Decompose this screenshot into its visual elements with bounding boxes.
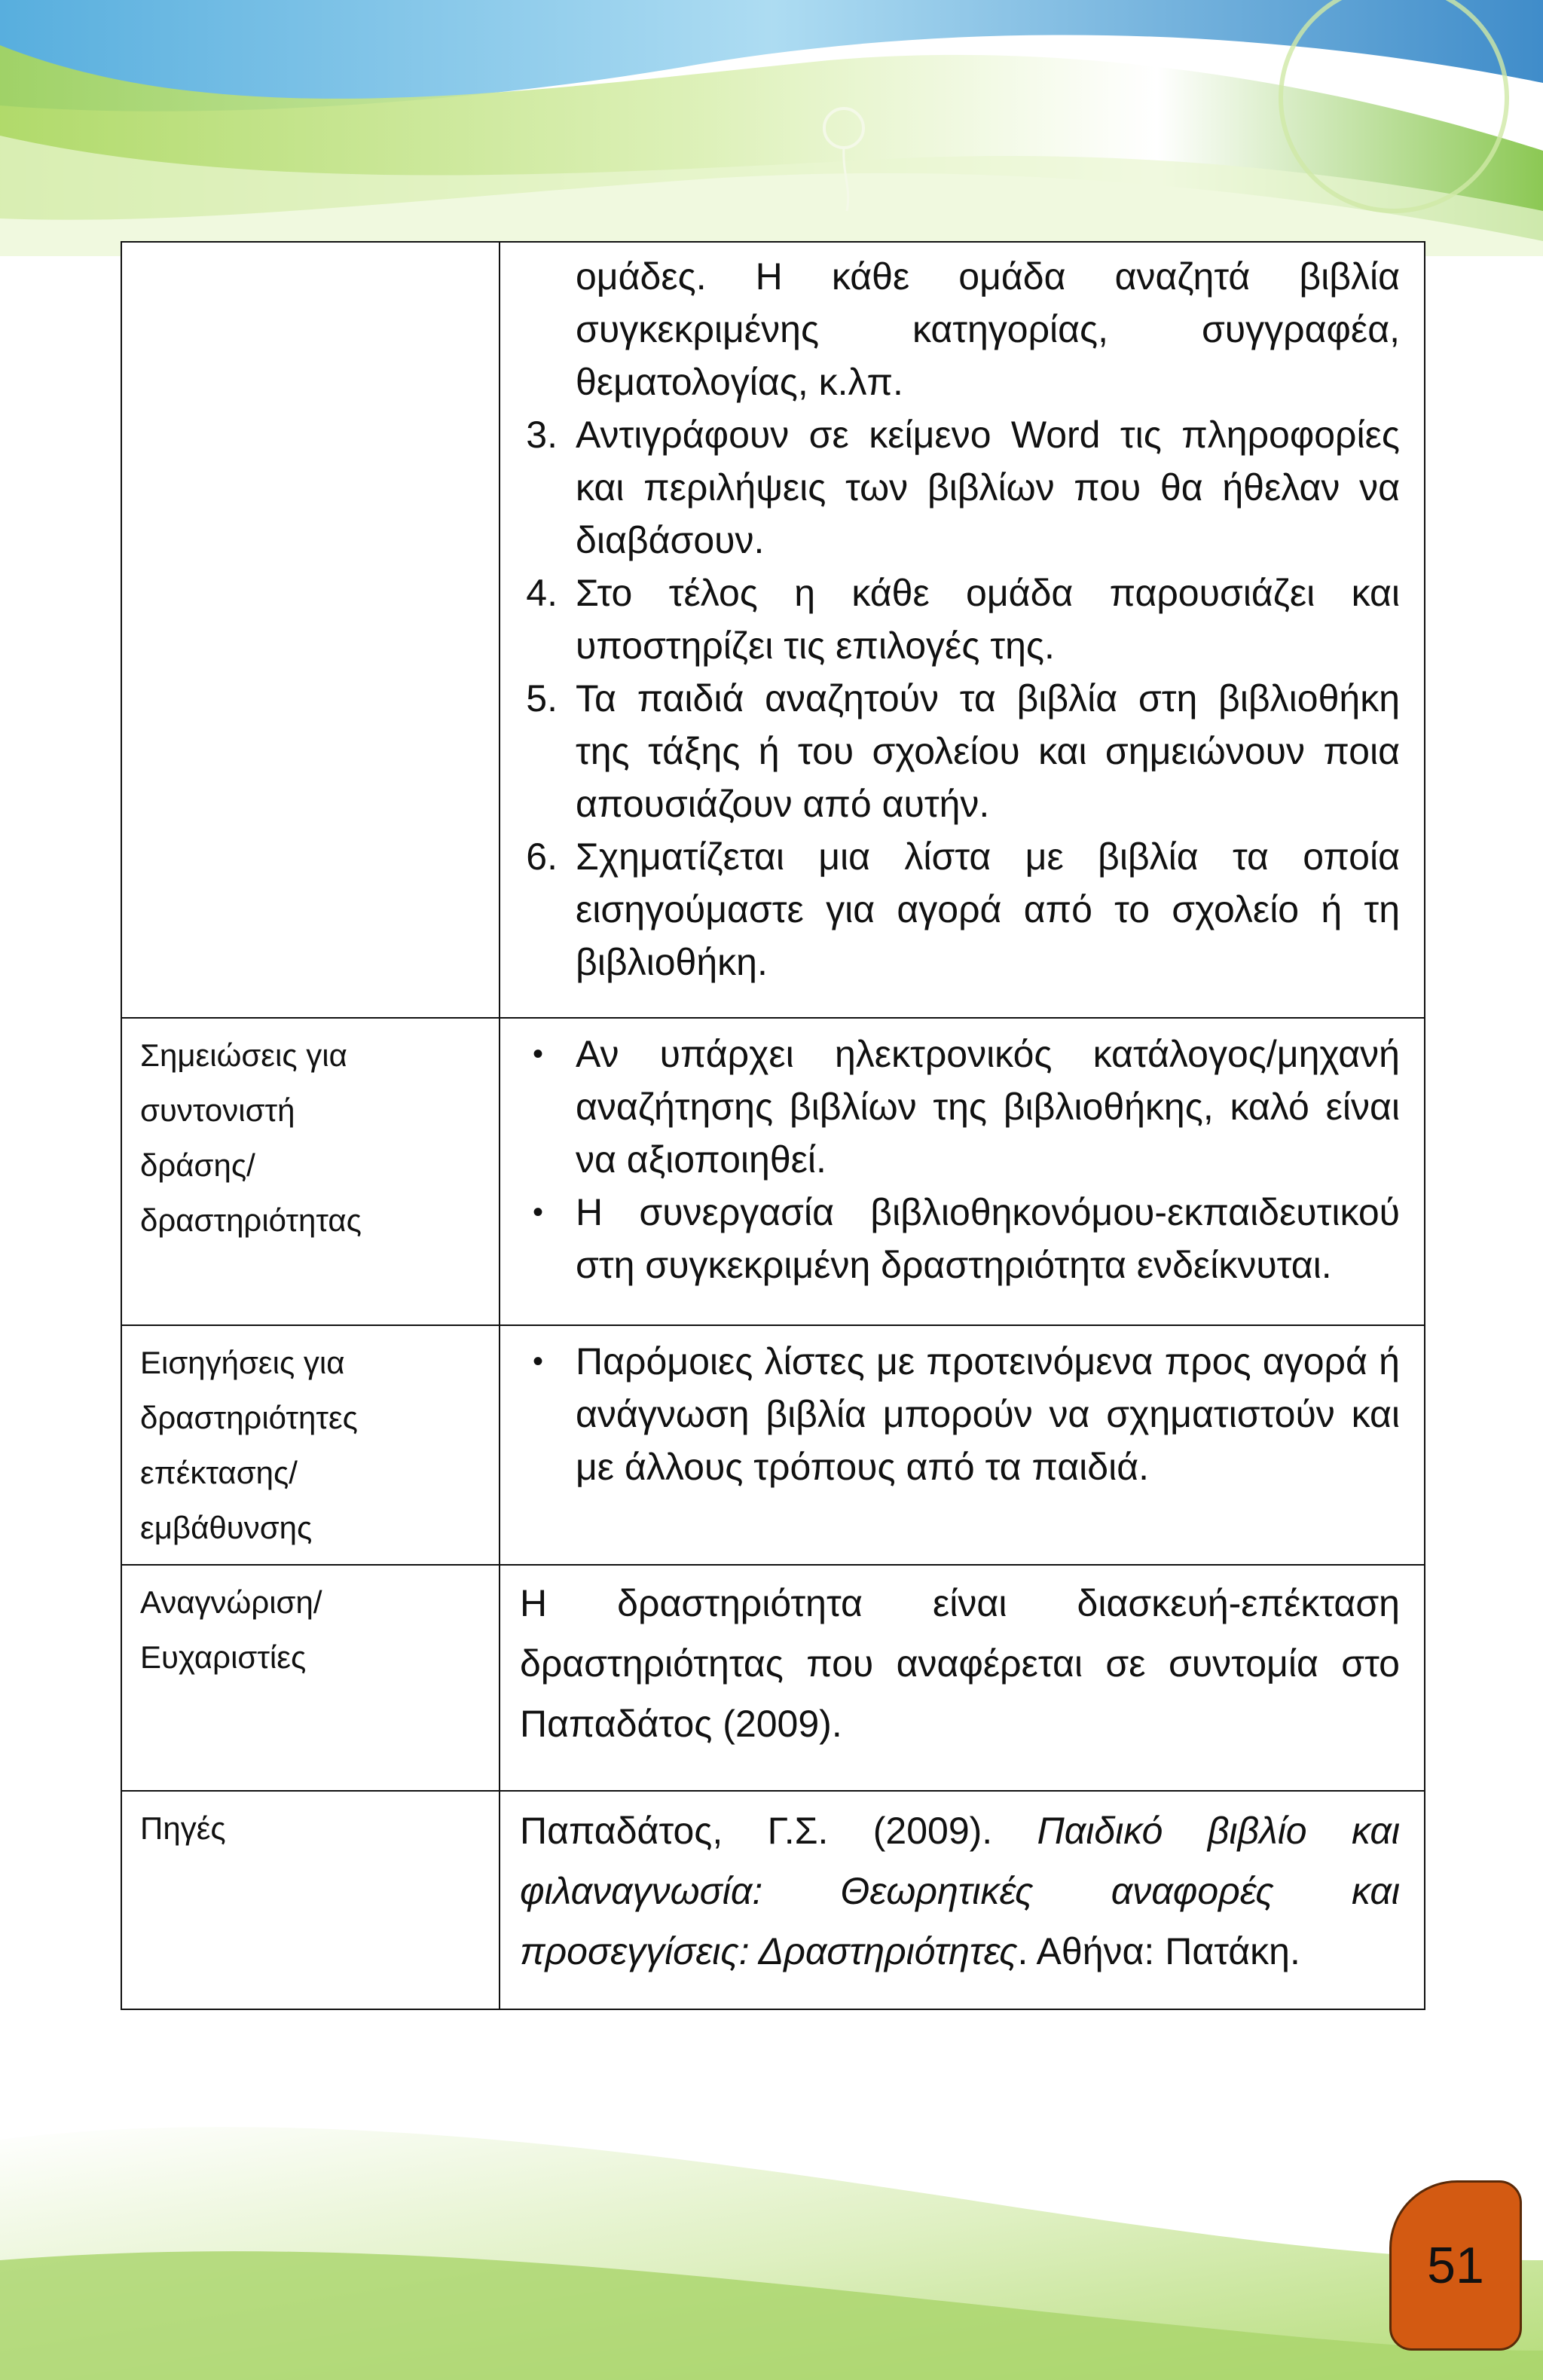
acknowledgements-cell — [500, 1565, 1425, 1791]
list-text: Αν υπάρχει ηλεκτρονικός κατάλογος/μηχανή αναζήτησης βιβλίων της βιβλιοθήκης, καλό είναι να αξιοποιηθεί. — [576, 1033, 1400, 1181]
extension-suggestions-cell — [500, 1325, 1425, 1565]
row-label-extension-suggestions: Εισηγήσεις για δραστηριότητες επέκτασης/ εμβάθυνσης — [121, 1325, 500, 1565]
steps-cell — [500, 242, 1425, 1018]
footer-background — [0, 2034, 1543, 2380]
list-item — [500, 250, 1424, 408]
reference-entry — [500, 1792, 1424, 2009]
list-item — [500, 1335, 1424, 1493]
list-item — [500, 1186, 1424, 1291]
list-text: Η συνεργασία βιβλιοθηκονόμου-εκπαιδευτικού στη συγκεκριμένη δραστηριότητα ενδείκνυται. — [576, 1191, 1400, 1286]
page-number: 51 — [1389, 2180, 1522, 2351]
row-label-acknowledgements: Αναγνώριση/ Ευχαριστίες — [121, 1565, 500, 1791]
coordinator-notes-cell — [500, 1018, 1425, 1325]
list-number: 5. — [526, 677, 558, 719]
bullet-icon: • — [532, 1037, 543, 1071]
table-row — [121, 242, 1425, 1018]
bullet-icon: • — [532, 1345, 543, 1378]
row-label-empty — [121, 242, 500, 1018]
list-number: 3. — [526, 414, 558, 456]
sources-cell — [500, 1791, 1425, 2009]
list-item — [500, 408, 1424, 567]
list-item — [500, 567, 1424, 672]
table-row — [121, 1565, 1425, 1791]
list-text: Στο τέλος η κάθε ομάδα παρουσιάζει και υποστηρίζει τις επιλογές της. — [576, 572, 1400, 667]
list-number: 6. — [526, 836, 558, 878]
continued-paragraph: ομάδες. Η κάθε ομάδα αναζητά βιβλία συγκεκριμένης κατηγορίας, συγγραφέα, θεματολογίας, κ.λπ. — [576, 255, 1400, 403]
table-row — [121, 1791, 1425, 2009]
list-item — [500, 1028, 1424, 1186]
row-label-sources: Πηγές — [121, 1791, 500, 2009]
reference-title: Παιδικό βιβλίο και φιλαναγνωσία: Θεωρητικές αναφορές και προσεγγίσεις: Δραστηριότητες — [520, 1810, 1400, 1972]
bullet-icon: • — [532, 1196, 543, 1229]
list-number: 4. — [526, 572, 558, 614]
reference-publisher: . Αθήνα: Πατάκη. — [1017, 1930, 1300, 1972]
list-text: Σχηματίζεται μια λίστα με βιβλία τα οποία εισηγούμαστε για αγορά από το σχολείο ή τη βιβλιοθήκη. — [576, 836, 1400, 983]
list-text: Αντιγράφουν σε κείμενο Word τις πληροφορίες και περιλήψεις των βιβλίων που θα ήθελαν να διαβάσουν. — [576, 414, 1400, 561]
list-text: Παρόμοιες λίστες με προτεινόμενα προς αγορά ή ανάγνωση βιβλία μπορούν να σχηματιστούν και με άλλους τρόπους από τα παιδιά. — [576, 1340, 1400, 1488]
table-row — [121, 1018, 1425, 1325]
list-item — [500, 830, 1424, 988]
acknowledgement-text: Η δραστηριότητα είναι διασκευή-επέκταση δραστηριότητας που αναφέρεται σε συντομία στο Παπαδάτος (2009). — [520, 1582, 1400, 1745]
list-text: Τα παιδιά αναζητούν τα βιβλία στη βιβλιοθήκη της τάξης ή του σχολείου και σημειώνουν ποια απουσιάζουν από αυτήν. — [576, 677, 1400, 825]
reference-author: Παπαδάτος, Γ.Σ. (2009). — [520, 1810, 993, 1852]
table-row — [121, 1325, 1425, 1565]
list-item — [500, 672, 1424, 830]
header-background — [0, 0, 1543, 256]
activity-table — [121, 241, 1425, 2010]
row-label-coordinator-notes: Σημειώσεις για συντονιστή δράσης/ δραστηριότητας — [121, 1018, 500, 1325]
